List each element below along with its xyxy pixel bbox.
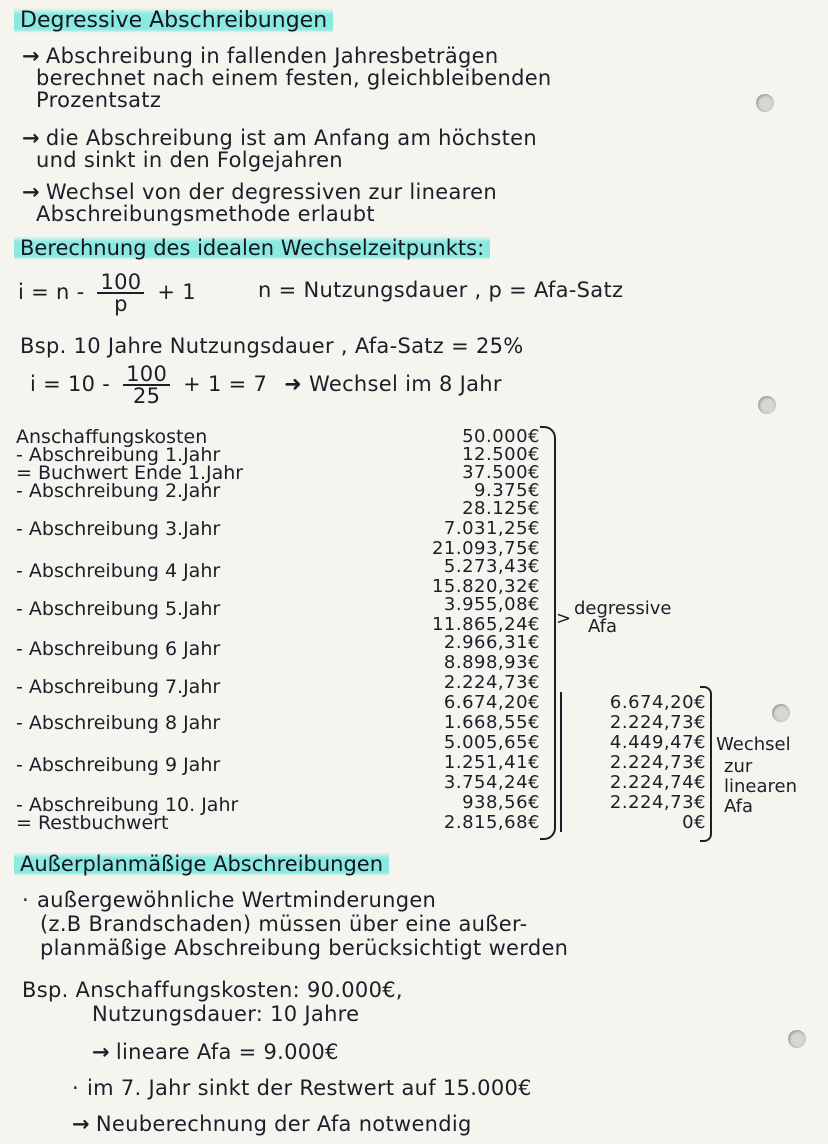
example-calc bbox=[30, 364, 502, 406]
table-row-value: 1.668,55€ bbox=[443, 712, 540, 733]
ausserplan-text-1 bbox=[22, 888, 436, 912]
linear-value: 0€ bbox=[682, 812, 706, 833]
formula bbox=[18, 272, 196, 314]
table-row-value: 28.125€ bbox=[462, 498, 540, 519]
linear-value: 2.224,73€ bbox=[609, 792, 706, 813]
table-row-label: - Abschreibung 4 Jahr bbox=[16, 560, 221, 582]
arrow-icon: → bbox=[22, 126, 40, 150]
table-row-label: - Abschreibung 6 Jahr bbox=[16, 638, 221, 660]
wechsel-label-linearen: linearen bbox=[724, 776, 798, 797]
linear-bracket bbox=[700, 686, 712, 842]
table-row-value: 12.500€ bbox=[462, 444, 540, 465]
arrow-icon: → bbox=[92, 1040, 110, 1064]
table-row-value: 5.005,65€ bbox=[443, 732, 540, 753]
example-fraction bbox=[123, 364, 170, 406]
ausserplan-restwert-text: im 7. Jahr sinkt der Restwert auf 15.000€ bbox=[86, 1076, 532, 1100]
punch-hole bbox=[758, 396, 776, 414]
bullet-dot-icon: · bbox=[22, 888, 29, 912]
example-calc-rhs: + 1 = 7 bbox=[183, 372, 268, 396]
bullet-2 bbox=[22, 126, 537, 150]
table-row-label: - Abschreibung 3.Jahr bbox=[16, 518, 221, 540]
example-calc-result: Wechsel im 8 Jahr bbox=[309, 372, 502, 396]
linear-value: 4.449,47€ bbox=[609, 732, 706, 753]
table-row-value: 2.815,68€ bbox=[443, 812, 540, 833]
bullet-dot-icon: · bbox=[72, 1076, 79, 1100]
ausserplan-neu bbox=[72, 1112, 472, 1136]
table-row-label: = Buchwert Ende 1.Jahr bbox=[16, 462, 244, 484]
bullet-1-line-2: berechnet nach einem festen, gleichbleibenden bbox=[36, 66, 552, 90]
wechsel-heading: Berechnung des idealen Wechselzeitpunkts: bbox=[14, 236, 490, 260]
bullet-3 bbox=[22, 180, 497, 204]
ausserplan-text-3: planmäßige Abschreibung berücksichtigt werden bbox=[40, 936, 569, 960]
arrow-icon: → bbox=[72, 1112, 90, 1136]
ausserplan-bsp-1: Bsp. Anschaffungskosten: 90.000€, bbox=[22, 978, 403, 1002]
table-row-value: 50.000€ bbox=[462, 426, 540, 447]
ausserplan-text-2: (z.B Brandschaden) müssen über eine außer- bbox=[40, 912, 528, 936]
bullet-3-line-2: Abschreibungsmethode erlaubt bbox=[36, 202, 375, 226]
ausserplan-restwert bbox=[72, 1076, 532, 1100]
ausserplan-text-1-content: außergewöhnliche Wertminderungen bbox=[36, 888, 437, 912]
table-row-value: 938,56€ bbox=[462, 792, 540, 813]
table-row-value: 9.375€ bbox=[474, 480, 540, 501]
example-numerator: 100 bbox=[123, 364, 170, 386]
table-row-label: - Abschreibung 7.Jahr bbox=[16, 676, 221, 698]
column-divider bbox=[560, 692, 562, 832]
ausserplan-neu-text: Neuberechnung der Afa notwendig bbox=[95, 1112, 472, 1136]
example-calc-lhs: i = 10 - bbox=[30, 372, 111, 396]
table-row-label: - Abschreibung 9 Jahr bbox=[16, 754, 221, 776]
example-denominator: 25 bbox=[132, 384, 161, 408]
ausserplan-linear-text: lineare Afa = 9.000€ bbox=[115, 1040, 339, 1064]
table-row-label: - Abschreibung 8 Jahr bbox=[16, 712, 221, 734]
table-row-label: = Restbuchwert bbox=[16, 812, 169, 834]
table-row-value: 8.898,93€ bbox=[443, 652, 540, 673]
formula-lhs: i = n - bbox=[18, 280, 85, 304]
page-title: Degressive Abschreibungen bbox=[14, 8, 333, 33]
table-row-value: 6.674,20€ bbox=[443, 692, 540, 713]
arrow-icon: → bbox=[22, 180, 40, 204]
bullet-1-line-3: Prozentsatz bbox=[36, 88, 162, 112]
punch-hole bbox=[772, 704, 790, 722]
ausserplan-linear bbox=[92, 1040, 339, 1064]
bullet-1 bbox=[22, 44, 498, 68]
punch-hole bbox=[756, 94, 774, 112]
table-row-value: 2.966,31€ bbox=[443, 632, 540, 653]
table-row-value: 37.500€ bbox=[462, 462, 540, 483]
table-row-value: 15.820,32€ bbox=[431, 576, 540, 597]
wechsel-label-afa: Afa bbox=[724, 796, 754, 817]
table-row-value: 21.093,75€ bbox=[431, 538, 540, 559]
table-row-value: 1.251,41€ bbox=[443, 752, 540, 773]
formula-rhs: + 1 bbox=[157, 280, 196, 304]
degressive-bracket bbox=[540, 426, 556, 840]
degressive-label: degressive bbox=[574, 598, 672, 619]
linear-value: 2.224,73€ bbox=[609, 712, 706, 733]
table-row-value: 2.224,73€ bbox=[443, 672, 540, 693]
linear-value: 2.224,74€ bbox=[609, 772, 706, 793]
ausserplan-heading: Außerplanmäßige Abschreibungen bbox=[14, 852, 389, 876]
bullet-2-line-2: und sinkt in den Folgejahren bbox=[36, 148, 343, 172]
table-row-label: - Abschreibung 1.Jahr bbox=[16, 444, 221, 466]
table-row-value: 7.031,25€ bbox=[443, 518, 540, 539]
table-row-label: - Abschreibung 2.Jahr bbox=[16, 480, 221, 502]
arrow-icon: ➜ bbox=[284, 372, 303, 396]
punch-hole bbox=[788, 1030, 806, 1048]
bracket-pointer-icon: > bbox=[556, 608, 572, 629]
arrow-icon: → bbox=[22, 44, 40, 68]
bullet-2-line-1: die Abschreibung ist am Anfang am höchsten bbox=[45, 126, 537, 150]
degressive-label-afa: Afa bbox=[588, 616, 618, 637]
linear-value: 6.674,20€ bbox=[609, 692, 706, 713]
table-row-value: 3.754,24€ bbox=[443, 772, 540, 793]
table-row-value: 11.865,24€ bbox=[431, 614, 540, 635]
linear-value: 2.224,73€ bbox=[609, 752, 706, 773]
ausserplan-bsp-2: Nutzungsdauer: 10 Jahre bbox=[92, 1002, 360, 1026]
formula-fraction bbox=[97, 272, 144, 314]
bullet-3-line-1: Wechsel von der degressiven zur linearen bbox=[45, 180, 497, 204]
table-row-label: Anschaffungskosten bbox=[16, 426, 208, 448]
table-row-label: - Abschreibung 10. Jahr bbox=[16, 794, 239, 816]
wechsel-label-zur: zur bbox=[724, 756, 753, 777]
bullet-1-line-1: Abschreibung in fallenden Jahresbeträgen bbox=[45, 44, 499, 68]
formula-numerator: 100 bbox=[97, 272, 144, 294]
table-row-value: 3.955,08€ bbox=[443, 594, 540, 615]
table-row-value: 5.273,43€ bbox=[443, 556, 540, 577]
formula-legend: n = Nutzungsdauer , p = Afa-Satz bbox=[258, 278, 624, 302]
table-row-label: - Abschreibung 5.Jahr bbox=[16, 598, 221, 620]
example-text: Bsp. 10 Jahre Nutzungsdauer , Afa-Satz = 25% bbox=[20, 334, 524, 358]
formula-denominator: p bbox=[114, 292, 128, 316]
wechsel-label: Wechsel bbox=[716, 734, 791, 755]
